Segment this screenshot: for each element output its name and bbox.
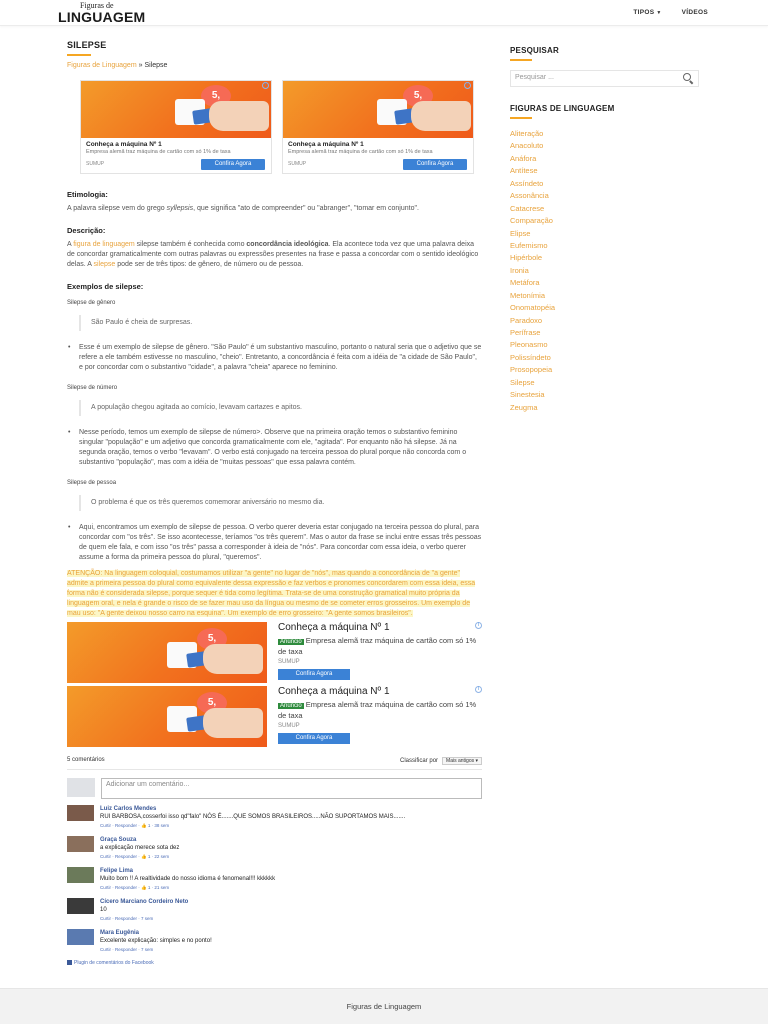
descricao-text: A [67, 241, 74, 248]
comment-actions[interactable]: Curtir · Responder · 7 sem [100, 916, 154, 921]
facebook-plugin-label: Plugin de comentários do Facebook [74, 960, 154, 966]
ad-info-icon[interactable]: i [475, 686, 482, 693]
page-title: SILEPSE [67, 40, 107, 50]
comment-text: Excelente explicação: simples e no ponto! [100, 938, 212, 944]
nav-item-tipos-label: TIPOS [633, 9, 655, 16]
sort-select[interactable]: Mais antigos ▾ [442, 757, 482, 765]
comment-text: 10 [100, 907, 107, 913]
figures-widget-title: FIGURAS DE LINGUAGEM [510, 104, 615, 113]
exemplos-heading: Exemplos de silepse: [67, 282, 144, 291]
example-explanation [67, 343, 482, 373]
example-explanation-text: Nesse período, temos um exemplo de silepse de número>. Observe que na primeira oração temos o substantivo feminino singular "população" e um adjetivo que concorda gramaticalmente com ele, "agitada". Por enquanto não há silepse. Já na segunda oração, temos o verbo "levavam". O verbo está conjugado na terceira pessoa do plural porque não concorda com o substantivo "população", mas com a idéia de "muitas pessoas" que essa palavra contém. [79, 429, 467, 466]
sidebar-item[interactable]: Assonância [510, 191, 549, 201]
sidebar-item[interactable]: Polissíndeto [510, 352, 551, 362]
sidebar-item[interactable]: Ironia [510, 265, 529, 275]
descricao-text-end: pode ser de três tipos: de gênero, de número ou de pessoa. [115, 261, 304, 268]
ad-image [283, 81, 473, 138]
bullet-icon: • [68, 429, 71, 436]
sidebar [510, 46, 700, 414]
sidebar-item[interactable]: Aliteração [510, 129, 544, 138]
attention-text: Na linguagem coloquial, costumamos utilizar "a gente" no lugar de "nós", mas quando a concordância de "a gente" admite a primeira pessoa do plural como equivalente dessa expressão e faz verbos e pronomes concordarem com essa ideia, essa forma não é considerada silepse, porque sequer é tida como legítima. Trata-se de uma construção gramatical muito própria da linguagem oral, e nela é grande o risco de se fazer mau uso da língua ou mesmo de se cometer erros grosseiros. Um exemplo de mau uso: "A gente deixou nosso carro na esquina". Um exemplo de erro grosseiro: "A gente somos brasileiros". [67, 570, 476, 617]
avatar[interactable] [67, 929, 94, 945]
search-placeholder: Pesquisar ... [515, 74, 554, 81]
ad-badge: Anúncio [280, 703, 302, 709]
etimologia-heading: Etimologia: [67, 190, 108, 199]
sidebar-item[interactable]: Sinestesia [510, 390, 545, 400]
hand-illustration [209, 101, 269, 131]
ad-cta-button[interactable]: Confira Agora [403, 159, 467, 170]
ad-brand: SUMUP [278, 723, 300, 729]
breadcrumb-home-link[interactable]: Figuras de Linguagem [67, 62, 137, 69]
hand-illustration [203, 708, 263, 738]
descricao-text: . Ela acontece toda vez que uma palavra deixa de concordar gramaticalmente com outras palavras ou expressões presentes na frase e passa a concordar com o sentido ideológico delas. A [67, 241, 479, 268]
sidebar-item[interactable]: Prosopopeia [510, 365, 553, 375]
comment-count: 5 comentários [67, 757, 105, 763]
ad-text [278, 622, 483, 680]
example-quote: São Paulo é cheia de surpresas. [79, 315, 482, 331]
ad-description-row [278, 636, 483, 656]
title-underline [510, 59, 532, 61]
comments-section [67, 757, 482, 966]
search-widget-title: PESQUISAR [510, 46, 559, 55]
ad-headline: Conheça a máquina Nº 1 [86, 141, 162, 148]
comment-item [67, 805, 482, 830]
ad-cta-button[interactable]: Confira Agora [278, 733, 350, 744]
ad-description: Empresa alemã traz máquina de cartão com só 1% de taxa [278, 700, 477, 720]
new-comment-row [67, 778, 482, 799]
comment-text: Muito bom !! A realtividade do nosso idioma é fenomenal!!! kkkkkk [100, 876, 276, 882]
comment-actions[interactable]: Curtir · Responder · 👍 1 · 22 sem [100, 854, 170, 859]
ad-image [67, 686, 267, 747]
sidebar-item[interactable]: Perífrase [510, 328, 541, 337]
descricao-heading: Descrição: [67, 226, 106, 235]
avatar[interactable] [67, 836, 94, 852]
comment-author[interactable]: Felipe Lima [100, 868, 134, 874]
breadcrumb-current: Silepse [144, 62, 168, 69]
sidebar-item[interactable]: Eufemismo [510, 240, 548, 250]
sidebar-item[interactable]: Zeugma [510, 402, 538, 412]
sort-label: Classificar por [400, 758, 439, 764]
example-explanation [67, 523, 482, 563]
avatar[interactable] [67, 898, 94, 914]
comment-item [67, 898, 482, 923]
example-quote: O problema é que os três queremos comemorar aniversário no mesmo dia. [79, 495, 482, 511]
wide-ad[interactable] [67, 622, 482, 683]
ad-card[interactable] [80, 80, 272, 174]
ad-image [81, 81, 271, 138]
comment-item [67, 929, 482, 954]
sidebar-item[interactable]: Assíndeto [510, 178, 544, 188]
comment-author[interactable]: Cícero Marciano Cordeiro Neto [100, 899, 189, 905]
sidebar-item[interactable]: Onomatopéia [510, 303, 556, 313]
ad-headline: Conheça a máquina Nº 1 [278, 622, 390, 633]
sidebar-item[interactable]: Antítese [510, 166, 538, 176]
title-underline [67, 54, 91, 56]
ad-brand: SUMUP [86, 161, 105, 167]
top-bar [0, 0, 768, 26]
nav-item-tipos[interactable] [633, 9, 661, 16]
attention-note [67, 569, 482, 619]
facebook-icon [67, 960, 72, 965]
ad-cta-button[interactable]: Confira Agora [278, 669, 350, 680]
ad-price-bubble: 5, [197, 628, 227, 650]
comment-body [100, 836, 179, 861]
wide-ad[interactable] [67, 686, 482, 747]
descricao-paragraph [67, 240, 482, 270]
bullet-icon: • [68, 524, 71, 531]
comment-sort [400, 757, 482, 765]
comment-item [67, 836, 482, 861]
ad-text [283, 138, 473, 167]
example-label: Silepse de pessoa [67, 480, 117, 486]
bullet-icon: • [68, 344, 71, 351]
silepse-link[interactable]: silepse [93, 261, 116, 268]
descricao-bold-term: concordância ideológica [246, 241, 329, 248]
sidebar-item[interactable]: Metonímia [510, 290, 546, 300]
example-label: Silepse de gênero [67, 300, 116, 306]
ad-price-bubble: 5, [197, 692, 227, 714]
breadcrumb-separator: » [138, 62, 143, 69]
ad-text [278, 686, 483, 744]
comment-body [100, 805, 405, 830]
example-label: Silepse de número [67, 385, 118, 391]
etimologia-paragraph [67, 204, 482, 214]
sidebar-item[interactable]: Catacrese [510, 203, 545, 213]
ad-headline: Conheça a máquina Nº 1 [278, 686, 390, 697]
footer [0, 988, 768, 1024]
comment-body [100, 867, 275, 892]
figures-list [510, 128, 700, 414]
ad-price-bubble: 5, [201, 85, 231, 107]
comment-actions[interactable]: Curtir · Responder · 👍 1 · 21 sem [100, 885, 170, 890]
ad-description: Empresa alemã traz máquina de cartão com só 1% de taxa [86, 149, 231, 155]
sidebar-item[interactable]: Silepse [510, 377, 535, 387]
main-nav [633, 9, 708, 16]
ad-info-icon[interactable]: i [464, 82, 471, 89]
ad-image [67, 622, 267, 683]
ad-description: Empresa alemã traz máquina de cartão com só 1% de taxa [288, 149, 433, 155]
comment-actions[interactable]: Curtir · Responder · 👍 1 · 38 sem [100, 823, 170, 828]
ad-card[interactable] [282, 80, 474, 174]
ad-info-icon[interactable]: i [475, 622, 482, 629]
sidebar-item[interactable]: Pleonasmo [510, 340, 548, 350]
ad-headline: Conheça a máquina Nº 1 [288, 141, 364, 148]
comment-body [100, 929, 212, 954]
hand-illustration [203, 644, 263, 674]
comment-actions[interactable]: Curtir · Responder · 7 sem [100, 947, 154, 952]
comment-input[interactable]: Adicionar um comentário... [101, 778, 482, 799]
ad-text [81, 138, 271, 167]
ad-price-bubble: 5, [403, 85, 433, 107]
sidebar-item[interactable]: Comparação [510, 216, 553, 226]
sidebar-item[interactable]: Anáfora [510, 153, 537, 163]
comment-body [100, 898, 188, 923]
main-content [67, 40, 482, 966]
ad-info-icon[interactable]: i [262, 82, 269, 89]
site-logo[interactable] [58, 2, 145, 24]
nav-item-videos[interactable]: VÍDEOS [681, 9, 708, 16]
sidebar-item[interactable]: Anacoluto [510, 141, 544, 151]
example-explanation-text: Esse é um exemplo de silepse de gênero. "São Paulo" é um substantivo masculino, portanto o natural seria que o adjetivo que se refere a ele também estivesse no masculino, "cheio". Entretanto, a concordância é feita com a idéia de "a cidade de São Paulo", e por concordar com o substantivo "cidade", a palavra "cheia" aparece no feminino. [79, 344, 482, 371]
comment-item [67, 867, 482, 892]
comment-author[interactable]: Graça Souza [100, 837, 137, 843]
footer-text: Figuras de Linguagem [346, 1002, 422, 1011]
breadcrumb [67, 62, 482, 69]
ad-brand: SUMUP [278, 659, 300, 665]
sidebar-item[interactable]: Paradoxo [510, 315, 543, 325]
example-quote: A população chegou agitada ao comício, levavam cartazes e apitos. [79, 400, 482, 416]
ad-description: Empresa alemã traz máquina de cartão com só 1% de taxa [278, 636, 477, 656]
sidebar-item[interactable]: Metáfora [510, 278, 540, 288]
ad-description-row [278, 700, 483, 720]
comments-header [67, 757, 482, 770]
avatar[interactable] [67, 867, 94, 883]
search-input[interactable] [510, 70, 699, 87]
example-explanation-text: Aqui, encontramos um exemplo de silepse de pessoa. O verbo querer deveria estar conjugado na terceira pessoa do plural, para concordar com "os três". Se isso acontecesse, teríamos "os três querem". Mas o autor da frase se inclui entre essas três pessoas de quem ele fala, e com isso "os três" passa a corresponder à ideia de "nós". Para concordar com essa ideia, o verbo querer assume a forma da primeira pessoa do plural, "queremos". [79, 524, 482, 561]
figura-de-linguagem-link[interactable]: figura de linguagem [73, 241, 135, 248]
logo-big-text: LINGUAGEM [58, 9, 146, 25]
ad-brand: SUMUP [288, 161, 307, 167]
top-ad-row [67, 80, 482, 174]
avatar[interactable] [67, 805, 94, 821]
comment-text: RUI BARBOSA,cosserfoi isso qd"falo" NÓS É.......QUE SOMOS BRASILEIROS.....NÃO SUPORTAMOS MAIS....... [100, 814, 406, 820]
title-underline [510, 117, 532, 119]
etimologia-text-end: , que significa "ato de compreender" ou "abranger", "tomar em conjunto". [193, 205, 419, 212]
ad-cta-button[interactable]: Confira Agora [201, 159, 265, 170]
facebook-plugin-link[interactable] [67, 960, 482, 966]
descricao-text: silepse também é conhecida como [134, 241, 247, 248]
attention-label: ATENÇÃO: [67, 570, 103, 577]
chevron-down-icon: ▼ [656, 10, 662, 16]
hand-illustration [411, 101, 471, 131]
search-icon[interactable] [683, 73, 693, 83]
sidebar-item[interactable]: Hipérbole [510, 253, 543, 263]
etimologia-text: A palavra silepse vem do grego [67, 205, 167, 212]
comment-text: a explicação merece sota dez [100, 845, 180, 851]
comment-author[interactable]: Luiz Carlos Mendes [100, 806, 157, 812]
logo-small-text: Figuras de [80, 1, 114, 10]
sidebar-item[interactable]: Elipse [510, 228, 531, 238]
comment-author[interactable]: Mara Eugênia [100, 930, 140, 936]
etimologia-greek-word: syllepsis [166, 205, 194, 212]
example-explanation [67, 428, 482, 468]
ad-badge: Anúncio [280, 639, 302, 645]
avatar-placeholder [67, 778, 95, 797]
